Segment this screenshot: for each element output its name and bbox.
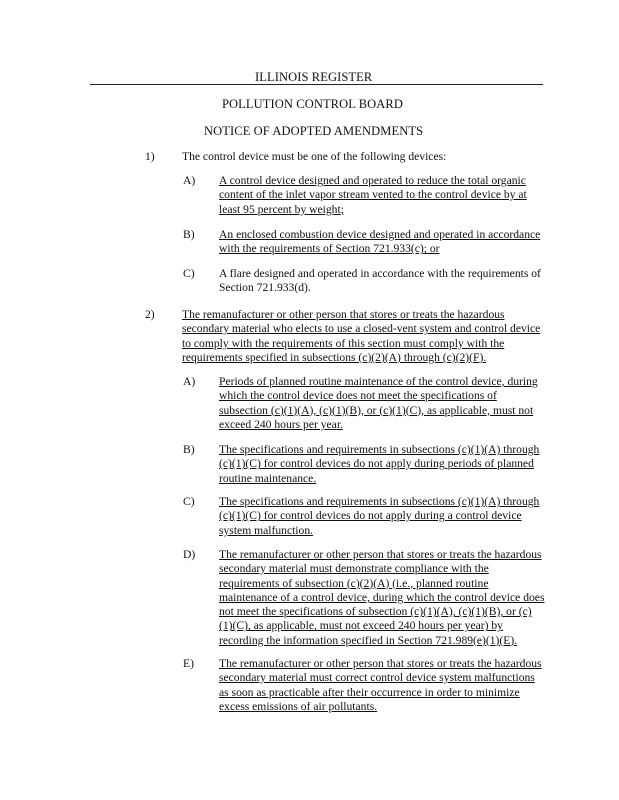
item-1-label: 1) (145, 150, 155, 163)
register-title: ILLINOIS REGISTER (255, 70, 373, 84)
item-2a-label: A) (183, 375, 196, 388)
item-2-label: 2) (145, 308, 155, 321)
item-2d-label: D) (183, 548, 196, 561)
item-2-text: The remanufacturer or other person that stores or treats the hazardous secondary material who elects to use a closed-vent system and control device to comply with the requirements of this section must comply with the requirements specified in subsections (c)(2)(A) through (c)(2)(F). (182, 308, 541, 364)
item-2b-label: B) (183, 443, 195, 456)
item-1b-text: An enclosed combustion device designed and operated in accordance with the requirements of Section 721.933(c); or (219, 228, 541, 256)
item-1c-label: C) (183, 267, 195, 280)
item-1-text: The control device must be one of the following devices: (182, 150, 447, 163)
item-1a-text: A control device designed and operated to reduce the total organic content of the inlet vapor stream vented to the control device by at least 95 percent by weight; (219, 174, 527, 216)
item-1b-label: B) (183, 228, 195, 241)
notice-title: NOTICE OF ADOPTED AMENDMENTS (204, 124, 424, 138)
board-title: POLLUTION CONTROL BOARD (222, 97, 403, 111)
item-1a-label: A) (183, 174, 196, 187)
item-1c-text: A flare designed and operated in accordance with the requirements of Section 721.933(d). (219, 267, 541, 295)
item-2c-label: C) (183, 495, 195, 508)
item-2c-text: The specifications and requirements in subsections (c)(1)(A) through (c)(1)(C) for control devices do not apply during a control device system malfunction. (219, 495, 540, 537)
item-2d-text: The remanufacturer or other person that stores or treats the hazardous secondary material must demonstrate compliance with the requirements of subsection (c)(2)(A) (i.e., planned routine maintenance of a control device, during which the control device does not meet the specifications of subsection (c)(1)(A), (c)(1)(B), or (c)(1)(C), as applicable, must not exceed 240 hours per year) by recording the information specified in Section 721.989(e)(1)(E). (219, 548, 545, 647)
item-2e-text: The remanufacturer or other person that stores or treats the hazardous secondary material must correct control device system malfunctions as soon as practicable after their occurrence in order to minimize excess emissions of air pollutants. (219, 657, 542, 713)
item-2b-text: The specifications and requirements in subsections (c)(1)(A) through (c)(1)(C) for control devices do not apply during periods of planned routine maintenance. (219, 443, 540, 485)
header-rule (90, 84, 543, 85)
item-2a-text: Periods of planned routine maintenance of the control device, during which the control device does not meet the specifications of subsection (c)(1)(A), (c)(1)(B), or (c)(1)(C), as applicable, must not exceed 240 hours per year. (219, 375, 538, 431)
item-2e-label: E) (183, 657, 194, 670)
